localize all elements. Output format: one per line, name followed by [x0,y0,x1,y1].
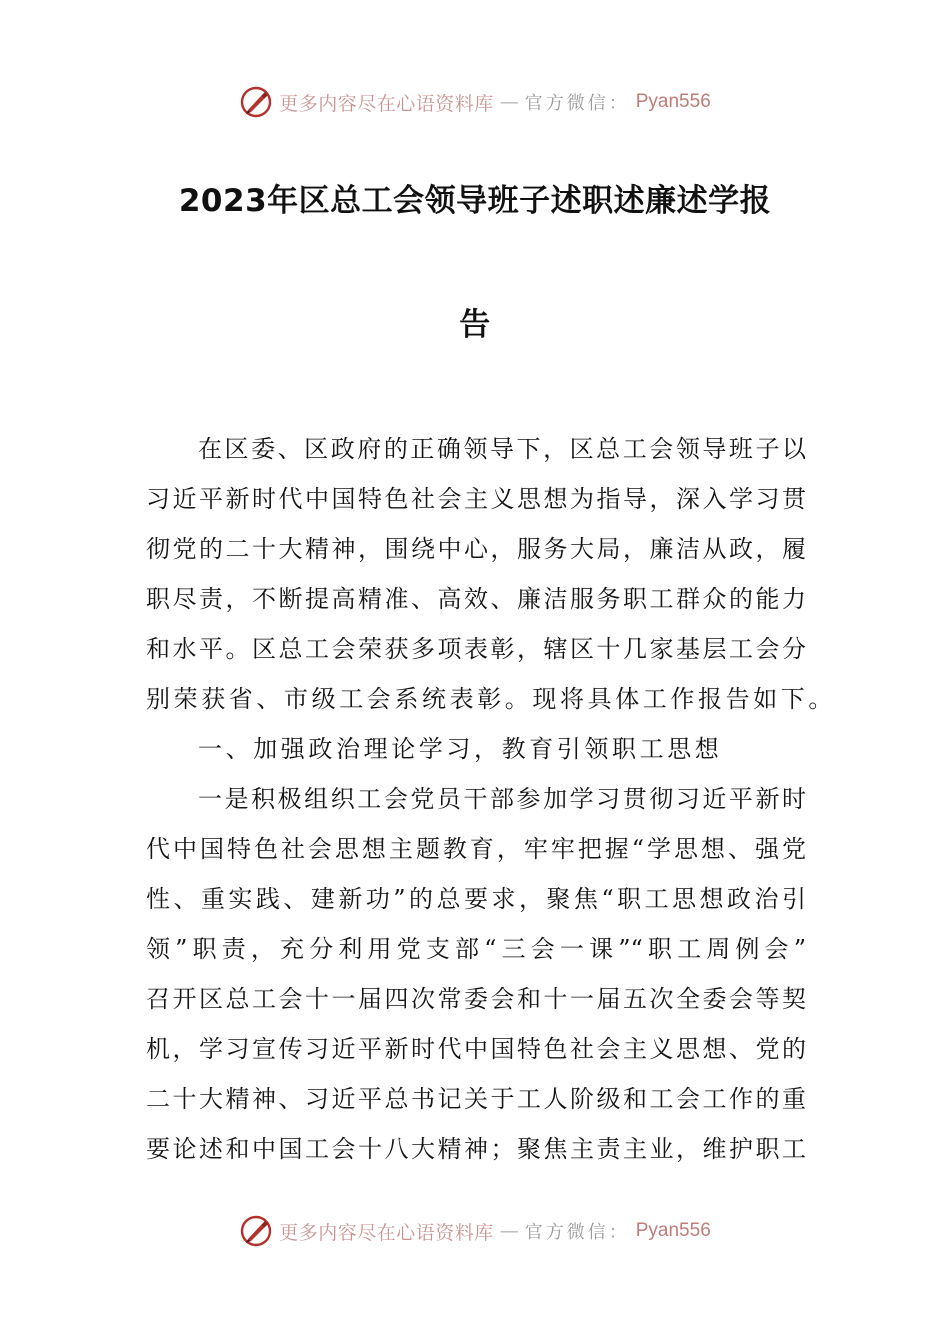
paragraph-line: 性、重实践、建新功”的总要求，聚焦“职工思想政治引 [146,885,806,913]
paragraph-line: 代中国特色社会思想主题教育，牢牢把握“学思想、强党 [146,835,806,863]
watermark-site-text: 更多内容尽在心语资料库 [279,1221,494,1244]
paragraph-line: 要论述和中国工会十八大精神；聚焦主责主业，维护职工 [146,1135,806,1163]
watermark-header [0,82,950,122]
document-title-line-1: 2023年区总工会领导班子述职述廉述学报 [178,183,772,219]
paragraph-line: 领”职责，充分利用党支部“三会一课”“职工周例会” [146,935,806,963]
watermark-wechat-id: Pyan556 [635,91,711,112]
paragraph-line: 在区委、区政府的正确领导下，区总工会领导班子以 [198,435,806,463]
paragraph-line: 职尽责，不断提高精准、高效、廉洁服务职工群众的能力 [146,585,806,613]
section-heading: 一、加强政治理论学习，教育引领职工思想 [198,735,723,763]
watermark-wechat-id: Pyan556 [635,1220,711,1241]
watermark-separator: — [499,1220,519,1242]
paragraph-line: 习近平新时代中国特色社会主义思想为指导，深入学习贯 [146,485,806,513]
paragraph-line: 二十大精神、习近平总书记关于工人阶级和工会工作的重 [146,1085,806,1113]
paragraph-line: 和水平。区总工会荣获多项表彰，辖区十几家基层工会分 [146,635,806,663]
pen-logo-icon [239,1214,273,1248]
paragraph-line: 别荣获省、市级工会系统表彰。现将具体工作报告如下。 [146,685,836,713]
paragraph-line: 一是积极组织工会党员干部参加学习贯彻习近平新时 [198,785,806,813]
watermark-footer [0,1211,950,1251]
watermark-wechat-label: 官方微信： [524,93,630,114]
paragraph-line: 召开区总工会十一届四次常委会和十一届五次全委会等契 [146,985,806,1013]
pen-logo-icon [239,85,273,119]
watermark-wechat-label: 官方微信： [524,1222,630,1243]
paragraph-line: 机，学习宣传习近平新时代中国特色社会主义思想、党的 [146,1035,806,1063]
document-title-line-2: 告 [459,307,491,343]
watermark-separator: — [499,91,519,113]
paragraph-line: 彻党的二十大精神，围绕中心，服务大局，廉洁从政，履 [146,535,806,563]
watermark-site-text: 更多内容尽在心语资料库 [279,92,494,115]
